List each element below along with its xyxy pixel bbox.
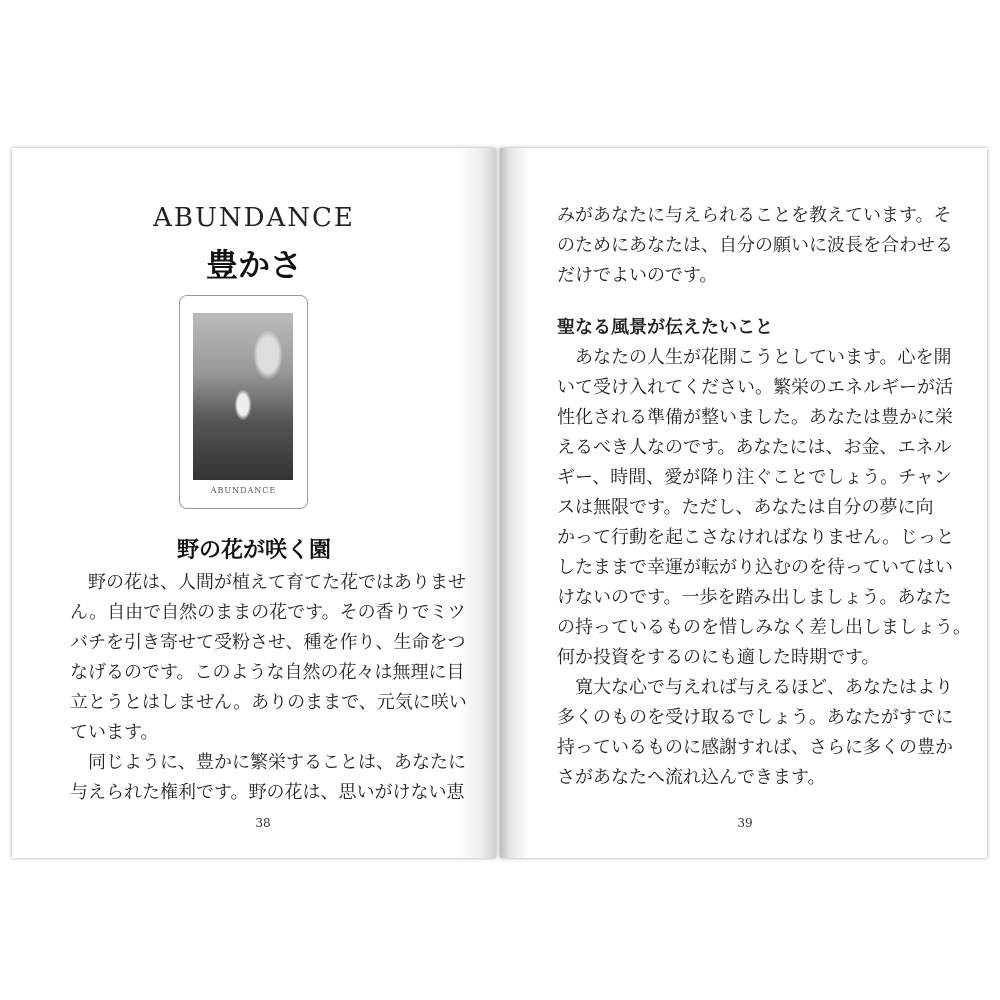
text-line: 与えられた権利です。野の花は、思いがけない恵 [70,782,465,803]
text-line: 寛大な心で与えれば与えるほど、あなたはより [557,677,953,698]
text-line: したままで幸運が転がり込むのを待っていてはい [557,557,953,578]
card-label: ABUNDANCE [210,486,277,495]
text-line: 立とうとはしません。ありのままで、元気に咲い [70,692,467,713]
text-line: のためにあなたは、自分の願いに波長を合わせる [557,235,953,256]
text-line: みがあなたに与えられることを教えています。そ [557,205,952,226]
text-line: バチを引き寄せて受粉させ、種を作り、生命をつ [70,632,466,653]
subtitle: 野の花が咲く園 [176,537,331,563]
text-line: いて受け入れてください。繁栄のエネルギーが活 [557,377,953,398]
text-line: 何か投資をするのにも適した時期です。 [557,647,880,668]
text-line: 性化される準備が整いました。あなたは豊かに栄 [557,407,953,428]
page-number: 38 [255,816,271,830]
text-line: えるべき人なのです。あなたには、お金、エネル [557,437,952,458]
text-line: あなたの人生が花開こうとしています。心を開 [557,347,952,368]
body-text [70,568,467,808]
text-line: スは無限です。ただし、あなたは自分の夢に向 [557,497,934,518]
page-number: 39 [737,816,753,830]
section-heading: 聖なる風景が伝えたいこと [557,317,773,338]
left-page [12,148,496,858]
title-japanese: 豊かさ [205,246,302,284]
text-line: けないのです。一歩を踏み出しましょう。あなた [557,587,952,608]
text-line: 多くのものを受け取るでしょう。あなたがすでに [557,707,954,728]
text-line: だけでよいのです。 [557,265,718,286]
body-text [557,201,971,793]
text-line: かって行動を起こさなければなりません。じっと [557,527,955,548]
text-line: なげるのです。このような自然の花々は無理に目 [70,662,465,683]
flower-photo [193,313,293,480]
text-line: さがあなたへ流れ込んできます。 [557,767,826,788]
text-line: 野の花は、人間が植えて育てた花ではありませ [70,572,466,593]
title-english: ABUNDANCE [153,203,355,233]
right-page [500,148,987,858]
text-line: 同じように、豊かに繁栄することは、あなたに [70,752,466,773]
text-line: ギー、時間、愛が降り注ぐことでしょう。チャン [557,467,952,488]
text-line: ん。自由で自然のままの花です。その香りでミツ [70,602,466,623]
oracle-card-image [179,295,308,509]
text-line: 持っているものに感謝すれば、さらに多くの豊か [557,737,953,758]
text-line: ています。 [70,722,159,743]
text-line: の持っているものを惜しみなく差し出しましょう。 [557,617,971,638]
